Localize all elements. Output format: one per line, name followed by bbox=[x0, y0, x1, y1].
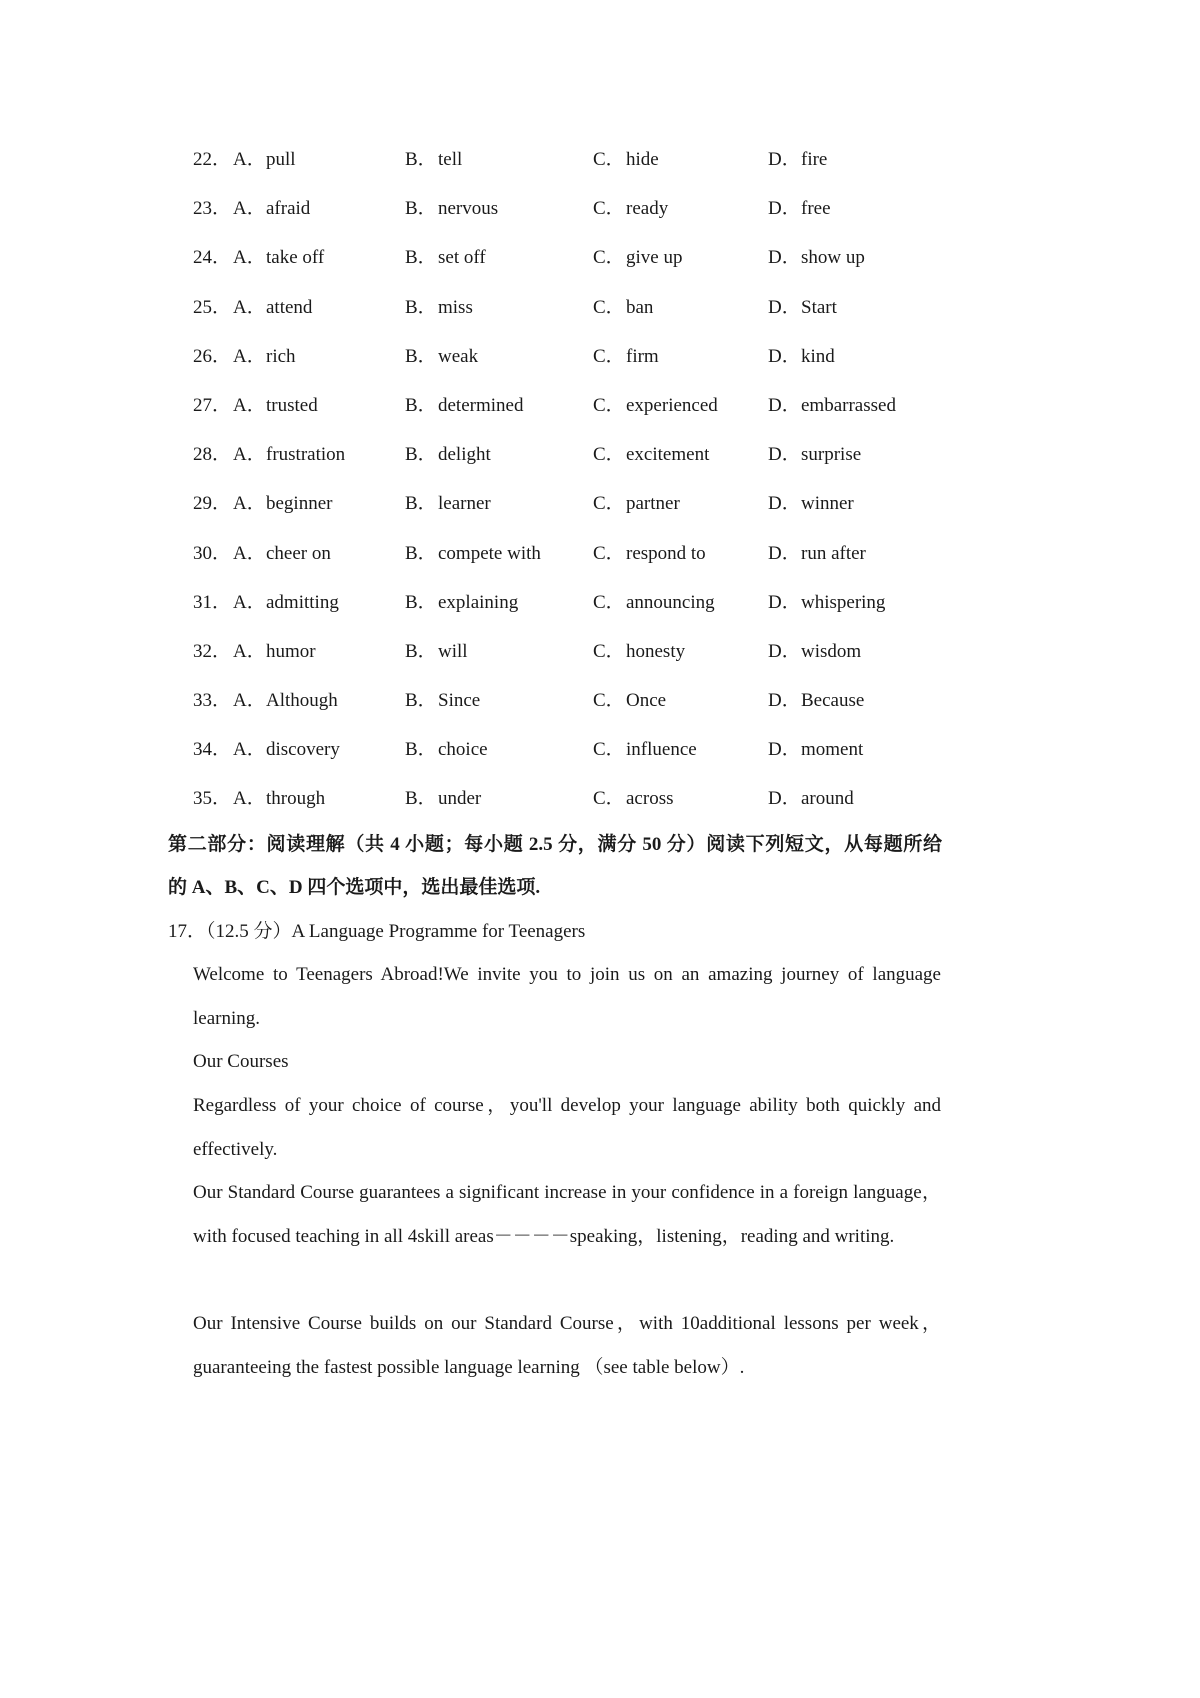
option-d-label: D． bbox=[768, 493, 801, 515]
question-number: 30． bbox=[193, 542, 232, 564]
option-b-text: learner bbox=[438, 493, 491, 515]
option-a-label: A． bbox=[233, 444, 266, 466]
option-b-text: set off bbox=[438, 247, 486, 269]
option-c-label: C． bbox=[593, 296, 625, 318]
option-a-text: Although bbox=[266, 690, 338, 712]
option-a-text: discovery bbox=[266, 739, 340, 761]
option-c-text: Once bbox=[626, 690, 667, 712]
option-c-text: influence bbox=[626, 739, 697, 761]
option-c-label: C． bbox=[593, 690, 625, 712]
option-d-label: D． bbox=[768, 640, 801, 662]
option-d-label: D． bbox=[768, 345, 801, 367]
option-a-label: A． bbox=[233, 493, 266, 515]
option-c-text: across bbox=[626, 788, 674, 810]
option-b-label: B． bbox=[405, 394, 437, 416]
option-d-text: moment bbox=[801, 739, 864, 761]
option-a-label: A． bbox=[233, 542, 266, 564]
question-number: 27． bbox=[193, 394, 232, 416]
option-a-text: pull bbox=[266, 149, 296, 170]
option-c-label: C． bbox=[593, 542, 625, 564]
option-a-text: cheer on bbox=[266, 542, 331, 564]
option-b-label: B． bbox=[405, 542, 437, 564]
option-c-label: C． bbox=[593, 394, 625, 416]
option-d-label: D． bbox=[768, 444, 801, 466]
question-number: 31． bbox=[193, 591, 232, 613]
option-a-text: beginner bbox=[266, 493, 333, 515]
passage-paragraph-standard-course: Our Standard Course guarantees a significant increase in your confidence in a foreign language，with focused teaching in all 4skill areas－－－－speaking，listening，reading and writing. bbox=[193, 1182, 941, 1247]
question-row-30 bbox=[0, 534, 1100, 583]
question-number: 26． bbox=[193, 345, 232, 367]
question-number: 22． bbox=[193, 149, 232, 170]
option-c-label: C． bbox=[593, 739, 625, 761]
option-d-text: run after bbox=[801, 542, 866, 564]
option-c-text: partner bbox=[626, 493, 680, 515]
option-d-label: D． bbox=[768, 788, 801, 810]
option-a-label: A． bbox=[233, 640, 266, 662]
option-b-label: B． bbox=[405, 345, 437, 367]
option-d-text: show up bbox=[801, 247, 865, 269]
option-b-label: B． bbox=[405, 640, 437, 662]
option-b-text: miss bbox=[438, 296, 473, 318]
option-c-text: excitement bbox=[626, 444, 710, 466]
option-d-text: around bbox=[801, 788, 854, 810]
passage-subheading-courses: Our Courses bbox=[193, 1051, 289, 1072]
option-b-label: B． bbox=[405, 247, 437, 269]
option-a-text: through bbox=[266, 788, 326, 810]
option-a-label: A． bbox=[233, 591, 266, 613]
option-d-label: D． bbox=[768, 198, 801, 220]
option-c-text: firm bbox=[626, 345, 659, 367]
option-c-label: C． bbox=[593, 591, 625, 613]
option-c-text: hide bbox=[626, 149, 659, 170]
question-row-28 bbox=[0, 435, 1100, 484]
option-d-text: whispering bbox=[801, 591, 886, 613]
option-a-label: A． bbox=[233, 739, 266, 761]
option-c-text: honesty bbox=[626, 640, 686, 662]
question-row-32 bbox=[0, 632, 1100, 681]
option-a-label: A． bbox=[233, 149, 266, 170]
option-c-text: give up bbox=[626, 247, 683, 269]
option-b-label: B． bbox=[405, 739, 437, 761]
option-a-label: A． bbox=[233, 394, 266, 416]
option-c-label: C． bbox=[593, 247, 625, 269]
option-c-text: experienced bbox=[626, 394, 718, 416]
question-row-23 bbox=[0, 189, 1100, 238]
option-b-label: B． bbox=[405, 788, 437, 810]
option-d-label: D． bbox=[768, 591, 801, 613]
option-d-text: fire bbox=[801, 149, 828, 170]
option-b-text: determined bbox=[438, 394, 524, 416]
option-d-text: free bbox=[801, 198, 831, 220]
option-a-text: humor bbox=[266, 640, 316, 662]
option-a-label: A． bbox=[233, 788, 266, 810]
option-b-text: weak bbox=[438, 345, 479, 367]
option-b-text: will bbox=[438, 640, 468, 662]
option-d-text: wisdom bbox=[801, 640, 862, 662]
option-b-text: explaining bbox=[438, 591, 519, 613]
option-a-text: afraid bbox=[266, 198, 311, 220]
option-a-label: A． bbox=[233, 198, 266, 220]
question-row-35 bbox=[0, 779, 1100, 828]
option-b-label: B． bbox=[405, 444, 437, 466]
option-d-text: winner bbox=[801, 493, 854, 515]
question-row-31 bbox=[0, 583, 1100, 632]
option-d-label: D． bbox=[768, 394, 801, 416]
question-number: 32． bbox=[193, 640, 232, 662]
option-a-text: take off bbox=[266, 247, 325, 269]
option-b-label: B． bbox=[405, 493, 437, 515]
question-row-27 bbox=[0, 386, 1100, 435]
option-b-label: B． bbox=[405, 149, 437, 170]
option-a-text: trusted bbox=[266, 394, 318, 416]
option-a-label: A． bbox=[233, 690, 266, 712]
option-d-label: D． bbox=[768, 149, 801, 170]
option-d-label: D． bbox=[768, 542, 801, 564]
option-d-text: kind bbox=[801, 345, 835, 367]
option-b-text: nervous bbox=[438, 198, 499, 220]
option-b-text: choice bbox=[438, 739, 488, 761]
option-d-label: D． bbox=[768, 739, 801, 761]
option-c-label: C． bbox=[593, 149, 625, 170]
section-heading-line-1: 第二部分：阅读理解（共 4 小题；每小题 2.5 分，满分 50 分）阅读下列短文，从每题所给 bbox=[168, 834, 942, 855]
option-c-text: announcing bbox=[626, 591, 715, 613]
options-list bbox=[0, 140, 1100, 829]
question-row-25 bbox=[0, 288, 1100, 337]
option-d-text: embarrassed bbox=[801, 394, 896, 416]
question-row-33 bbox=[0, 681, 1100, 730]
option-a-text: rich bbox=[266, 345, 296, 367]
option-b-label: B． bbox=[405, 198, 437, 220]
option-b-label: B． bbox=[405, 690, 437, 712]
option-c-text: ban bbox=[626, 296, 654, 318]
option-a-text: attend bbox=[266, 296, 313, 318]
option-b-text: delight bbox=[438, 444, 491, 466]
option-a-label: A． bbox=[233, 247, 266, 269]
passage-paragraph-intensive-course: Our Intensive Course builds on our Standard Course，with 10additional lessons per week，guaranteeing the fastest possible language learning （see table below）. bbox=[193, 1313, 941, 1378]
option-d-label: D． bbox=[768, 296, 801, 318]
option-d-label: D． bbox=[768, 247, 801, 269]
option-b-label: B． bbox=[405, 296, 437, 318]
option-a-text: admitting bbox=[266, 591, 339, 613]
question-row-34 bbox=[0, 730, 1100, 779]
question-17-title: 17．（12.5 分）A Language Programme for Teenagers bbox=[168, 921, 586, 942]
option-d-text: Because bbox=[801, 690, 865, 712]
question-row-29 bbox=[0, 484, 1100, 533]
option-b-text: compete with bbox=[438, 542, 541, 564]
question-row-24 bbox=[0, 238, 1100, 287]
question-number: 34． bbox=[193, 739, 232, 761]
option-a-label: A． bbox=[233, 296, 266, 318]
section-heading-line-2: 的 A、B、C、D 四个选项中，选出最佳选项. bbox=[168, 877, 541, 898]
option-a-label: A． bbox=[233, 345, 266, 367]
option-a-text: frustration bbox=[266, 444, 346, 466]
option-c-label: C． bbox=[593, 640, 625, 662]
passage-paragraph-choice: Regardless of your choice of course，you'll develop your language ability both quickly and effectively. bbox=[193, 1095, 941, 1160]
option-d-text: surprise bbox=[801, 444, 862, 466]
question-number: 29． bbox=[193, 493, 232, 515]
option-c-label: C． bbox=[593, 788, 625, 810]
option-c-label: C． bbox=[593, 493, 625, 515]
option-c-text: ready bbox=[626, 198, 669, 220]
option-d-label: D． bbox=[768, 690, 801, 712]
option-b-text: Since bbox=[438, 690, 481, 712]
question-number: 25． bbox=[193, 296, 232, 318]
question-row-26 bbox=[0, 337, 1100, 386]
passage-paragraph-intro: Welcome to Teenagers Abroad!We invite you to join us on an amazing journey of language learning. bbox=[193, 964, 941, 1029]
option-c-label: C． bbox=[593, 345, 625, 367]
option-c-label: C． bbox=[593, 444, 625, 466]
question-number: 35． bbox=[193, 788, 232, 810]
option-d-text: Start bbox=[801, 296, 837, 318]
question-row-22 bbox=[0, 140, 1100, 189]
option-b-label: B． bbox=[405, 591, 437, 613]
option-b-text: under bbox=[438, 788, 482, 810]
question-number: 23． bbox=[193, 198, 232, 220]
question-number: 28． bbox=[193, 444, 232, 466]
option-c-label: C． bbox=[593, 198, 625, 220]
question-number: 24． bbox=[193, 247, 232, 269]
question-number: 33． bbox=[193, 690, 232, 712]
option-c-text: respond to bbox=[626, 542, 706, 564]
option-b-text: tell bbox=[438, 149, 463, 170]
